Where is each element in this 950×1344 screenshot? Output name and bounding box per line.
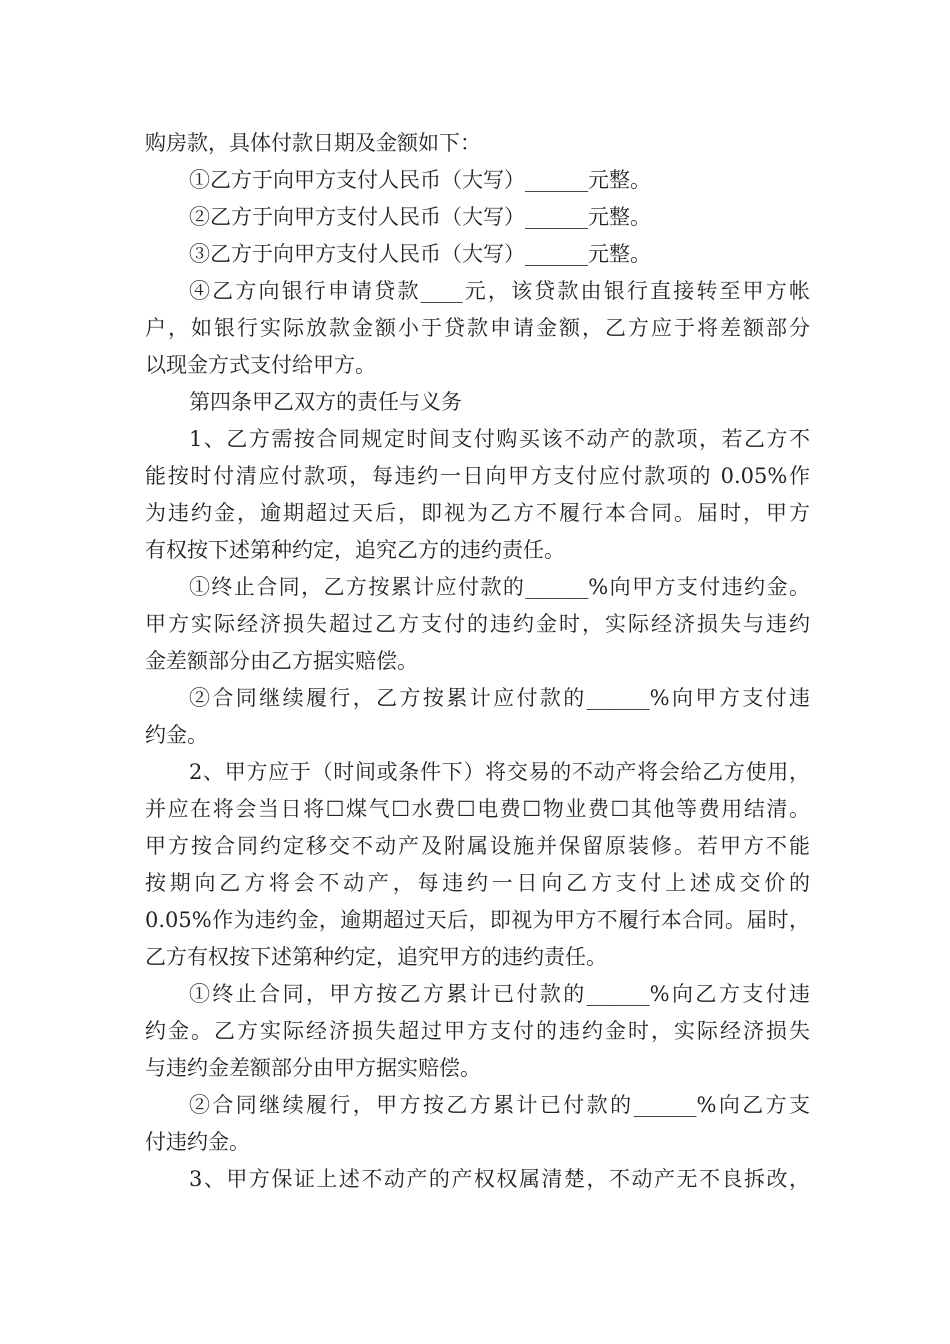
text-line: 3、甲方保证上述不动产的产权权属清楚，不动产无不良拆改， xyxy=(189,1167,810,1191)
text-line: ④乙方向银行申请贷款____元，该贷款由银行直接转至甲方帐 xyxy=(189,279,810,303)
text-line: ③乙方于向甲方支付人民币（大写）______元整。 xyxy=(189,242,651,266)
text-line: 购房款，具体付款日期及金额如下： xyxy=(145,131,481,155)
text-line: 第四条甲乙双方的责任与义务 xyxy=(189,390,462,414)
text-line: 能按时付清应付款项，每违约一日向甲方支付应付款项的 0.05%作 xyxy=(145,464,810,488)
text-line: ②合同继续履行，甲方按乙方累计已付款的______%向乙方支 xyxy=(189,1093,810,1117)
text-line: 0.05%作为违约金，逾期超过天后，即视为甲方不履行本合同。届时， xyxy=(145,908,810,932)
text-line: ①终止合同，甲方按乙方累计已付款的______%向乙方支付违 xyxy=(189,982,810,1006)
text-line: 约金。乙方实际经济损失超过甲方支付的违约金时，实际经济损失 xyxy=(145,1019,810,1043)
text-line: ②乙方于向甲方支付人民币（大写）______元整。 xyxy=(189,205,651,229)
text-line: 付违约金。 xyxy=(145,1130,250,1154)
text-line: 乙方有权按下述第种约定，追究甲方的违约责任。 xyxy=(145,945,607,969)
text-line: 按期向乙方将会不动产，每违约一日向乙方支付上述成交价的 xyxy=(145,871,810,895)
document-page xyxy=(145,125,810,1198)
text-line: 并应在将会当日将☐煤气☐水费☐电费☐物业费☐其他等费用结清。 xyxy=(145,797,810,821)
text-line: 为违约金，逾期超过天后，即视为乙方不履行本合同。届时，甲方 xyxy=(145,501,810,525)
text-line: 金差额部分由乙方据实赔偿。 xyxy=(145,649,418,673)
text-line: 约金。 xyxy=(145,723,208,747)
text-line: 户，如银行实际放款金额小于贷款申请金额，乙方应于将差额部分 xyxy=(145,316,810,340)
text-line: 1、乙方需按合同规定时间支付购买该不动产的款项，若乙方不 xyxy=(189,427,810,451)
text-line: 有权按下述第种约定，追究乙方的违约责任。 xyxy=(145,538,565,562)
text-line: 甲方按合同约定移交不动产及附属设施并保留原装修。若甲方不能 xyxy=(145,834,810,858)
text-line: 2、甲方应于（时间或条件下）将交易的不动产将会给乙方使用， xyxy=(189,760,810,784)
text-line: 与违约金差额部分由甲方据实赔偿。 xyxy=(145,1056,481,1080)
text-line: ①乙方于向甲方支付人民币（大写）______元整。 xyxy=(189,168,651,192)
document-body xyxy=(145,125,810,1198)
text-line: ②合同继续履行，乙方按累计应付款的______%向甲方支付违 xyxy=(189,686,810,710)
text-line: 甲方实际经济损失超过乙方支付的违约金时，实际经济损失与违约 xyxy=(145,612,810,636)
text-line: 以现金方式支付给甲方。 xyxy=(145,353,376,377)
text-line: ①终止合同，乙方按累计应付款的______%向甲方支付违约金。 xyxy=(189,575,810,599)
